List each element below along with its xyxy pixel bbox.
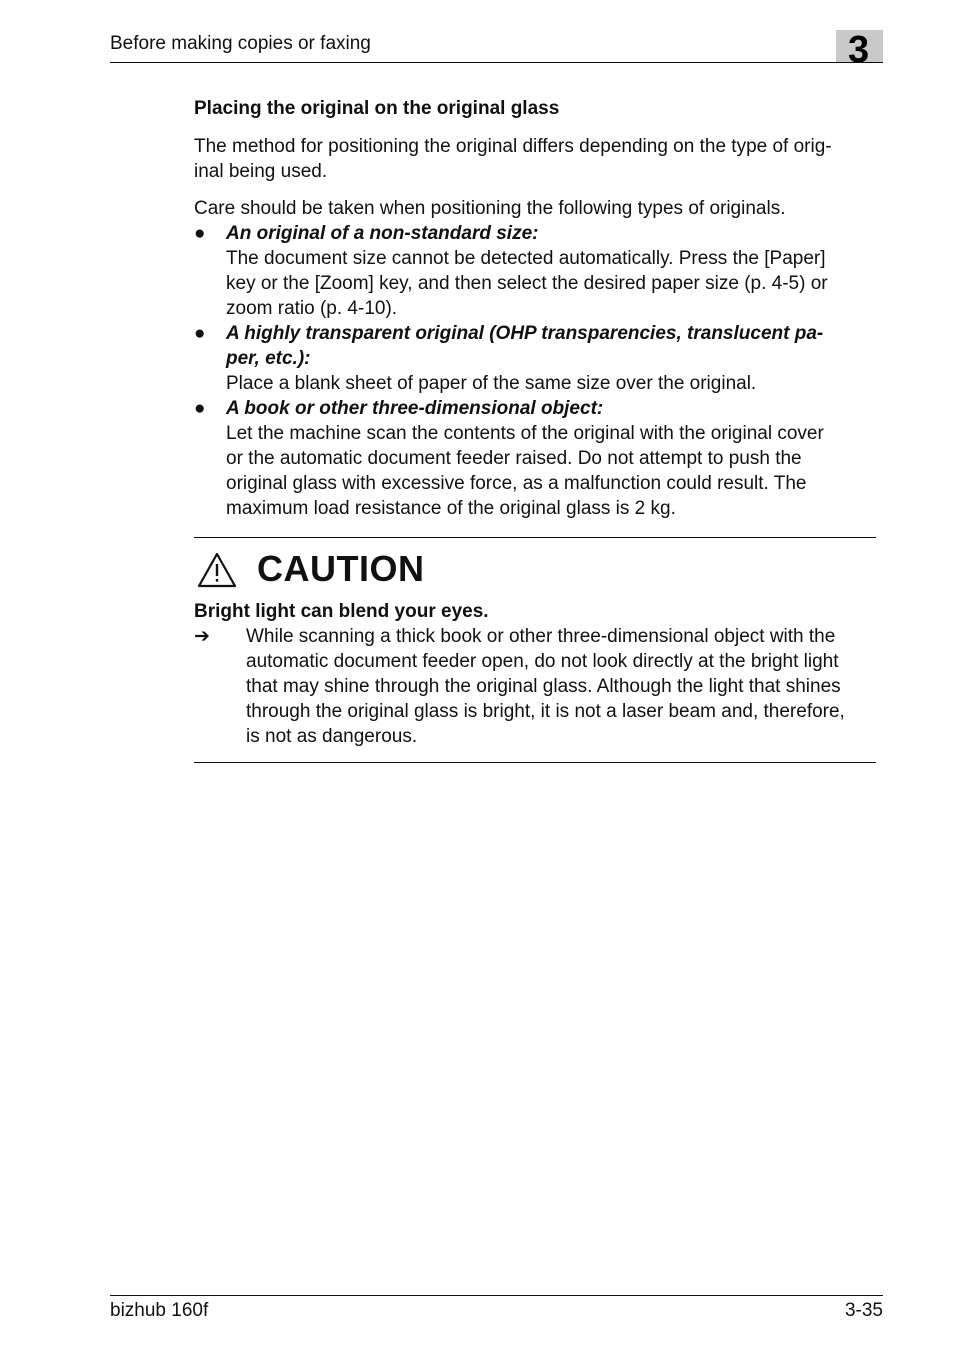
care-paragraph: Care should be taken when positioning the following types of originals. [194, 198, 786, 219]
list-item-book-object [194, 396, 884, 521]
list-item-text: Let the machine scan the contents of the original with the original cover [226, 423, 824, 444]
list-item-text: key or the [Zoom] key, and then select the desired paper size (p. 4-5) or [226, 273, 828, 294]
caution-box [194, 537, 876, 763]
footer-page-number: 3-35 [844, 1300, 883, 1321]
caution-step-line: through the original glass is bright, it is not a laser beam and, therefore, [246, 701, 845, 722]
list-item-text: or the automatic document feeder raised. Do not attempt to push the [226, 448, 802, 469]
original-types-list [194, 221, 884, 521]
bullet-icon: ● [194, 223, 206, 244]
footer-divider [110, 1295, 883, 1296]
list-item-title: An original of a non-standard size: [226, 223, 539, 244]
header-divider [110, 62, 883, 63]
warning-triangle-icon [197, 552, 237, 588]
list-item-text: The document size cannot be detected automatically. Press the [Paper] [226, 248, 826, 269]
main-content [194, 96, 884, 521]
caution-step-text [246, 624, 884, 749]
bullet-icon: ● [194, 398, 206, 419]
list-item-text: maximum load resistance of the original glass is 2 kg. [226, 498, 676, 519]
intro-line: The method for positioning the original differs depending on the type of orig- [194, 136, 832, 157]
running-header-title: Before making copies or faxing [110, 33, 371, 54]
caution-step-line: is not as dangerous. [246, 726, 418, 747]
list-item-non-standard-size [194, 221, 884, 321]
intro-paragraph [194, 134, 884, 184]
footer-product-name: bizhub 160f [110, 1300, 209, 1321]
caution-title: CAUTION [257, 548, 425, 589]
list-item-text: original glass with excessive force, as a malfunction could result. The [226, 473, 807, 494]
arrow-right-icon: ➔ [194, 626, 210, 647]
bullet-icon: ● [194, 323, 206, 344]
caution-subtitle: Bright light can blend your eyes. [194, 601, 489, 622]
list-item-title: A highly transparent original (OHP transparencies, translucent pa- [226, 323, 824, 344]
chapter-number: 3 [848, 29, 870, 71]
list-item-text: zoom ratio (p. 4-10). [226, 298, 398, 319]
caution-step-line: automatic document feeder open, do not look directly at the bright light [246, 651, 839, 672]
caution-step-line: that may shine through the original glass. Although the light that shines [246, 676, 841, 697]
list-item-title: per, etc.): [226, 348, 311, 369]
list-item-title: A book or other three-dimensional object: [226, 398, 604, 419]
section-heading: Placing the original on the original glass [194, 98, 560, 119]
intro-line: inal being used. [194, 161, 328, 182]
caution-step-line: While scanning a thick book or other three-dimensional object with the [246, 626, 836, 647]
list-item-text: Place a blank sheet of paper of the same size over the original. [226, 373, 757, 394]
caution-step [194, 624, 884, 749]
list-item-transparent-original [194, 321, 884, 396]
